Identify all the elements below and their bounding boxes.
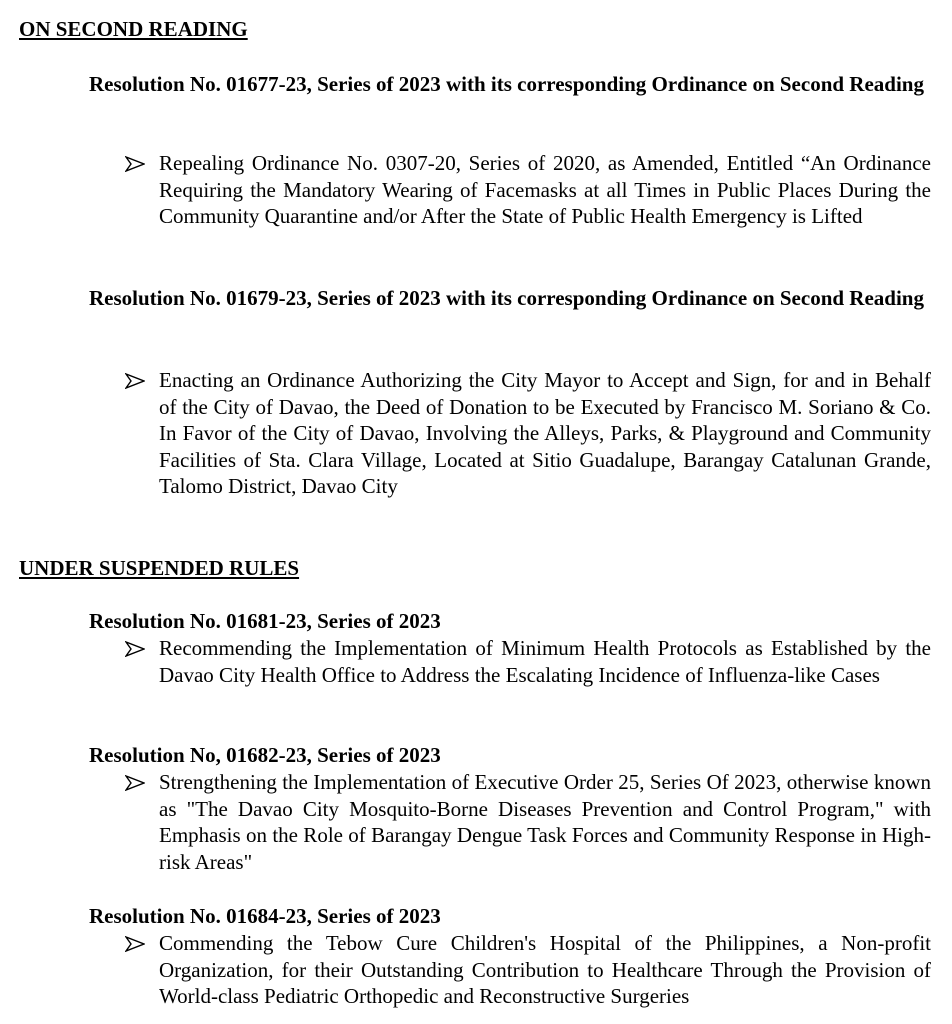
section-heading-second-reading: ON SECOND READING — [19, 17, 248, 41]
resolution-item-text: Commending the Tebow Cure Children's Hospital of the Philippines, a Non-profit Organization, for their Outstanding Contribution to Healthcare Through the Provision of World-class Pediatric Orthopedic and Reconstructive Surgeries — [159, 931, 931, 1008]
resolution-item-text: Repealing Ordinance No. 0307-20, Series of 2020, as Amended, Entitled “An Ordinance Requiring the Mandatory Wearing of Facemasks at all Times in Public Places During the Community Quarantine and/or After the State of Public Health Emergency is Lifted — [159, 151, 931, 228]
arrow-bullet-icon — [125, 367, 147, 394]
arrow-bullet-icon — [125, 930, 147, 957]
resolution-title-01684: Resolution No. 01684-23, Series of 2023 — [89, 904, 441, 928]
resolution-item-01684 — [125, 930, 931, 1010]
resolution-item-text: Strengthening the Implementation of Executive Order 25, Series Of 2023, otherwise known as "The Davao City Mosquito-Borne Diseases Prevention and Control Program," with Emphasis on the Role of Barangay Dengue Task Forces and Community Response in High-risk Areas" — [159, 770, 931, 874]
arrow-bullet-icon — [125, 150, 147, 177]
resolution-title-01682: Resolution No, 01682-23, Series of 2023 — [89, 743, 441, 767]
resolution-title-01677: Resolution No. 01677-23, Series of 2023 with its corresponding Ordinance on Second Reading — [89, 72, 924, 96]
resolution-item-01679 — [125, 367, 931, 500]
resolution-item-text: Recommending the Implementation of Minimum Health Protocols as Established by the Davao City Health Office to Address the Escalating Incidence of Influenza-like Cases — [159, 636, 931, 687]
arrow-bullet-icon — [125, 769, 147, 796]
resolution-item-01681 — [125, 635, 931, 688]
resolution-item-01677 — [125, 150, 931, 230]
resolution-item-01682 — [125, 769, 931, 875]
resolution-title-01679: Resolution No. 01679-23, Series of 2023 with its corresponding Ordinance on Second Reading — [89, 286, 924, 310]
resolution-item-text: Enacting an Ordinance Authorizing the City Mayor to Accept and Sign, for and in Behalf of the City of Davao, the Deed of Donation to be Executed by Francisco M. Soriano & Co. In Favor of the City of Davao, Involving the Alleys, Parks, & Playground and Community Facilities of Sta. Clara Village, Located at Sitio Guadalupe, Barangay Catalunan Grande, Talomo District, Davao City — [159, 368, 931, 498]
resolution-title-01681: Resolution No. 01681-23, Series of 2023 — [89, 609, 441, 633]
section-heading-suspended-rules: UNDER SUSPENDED RULES — [19, 556, 300, 580]
arrow-bullet-icon — [125, 635, 147, 662]
